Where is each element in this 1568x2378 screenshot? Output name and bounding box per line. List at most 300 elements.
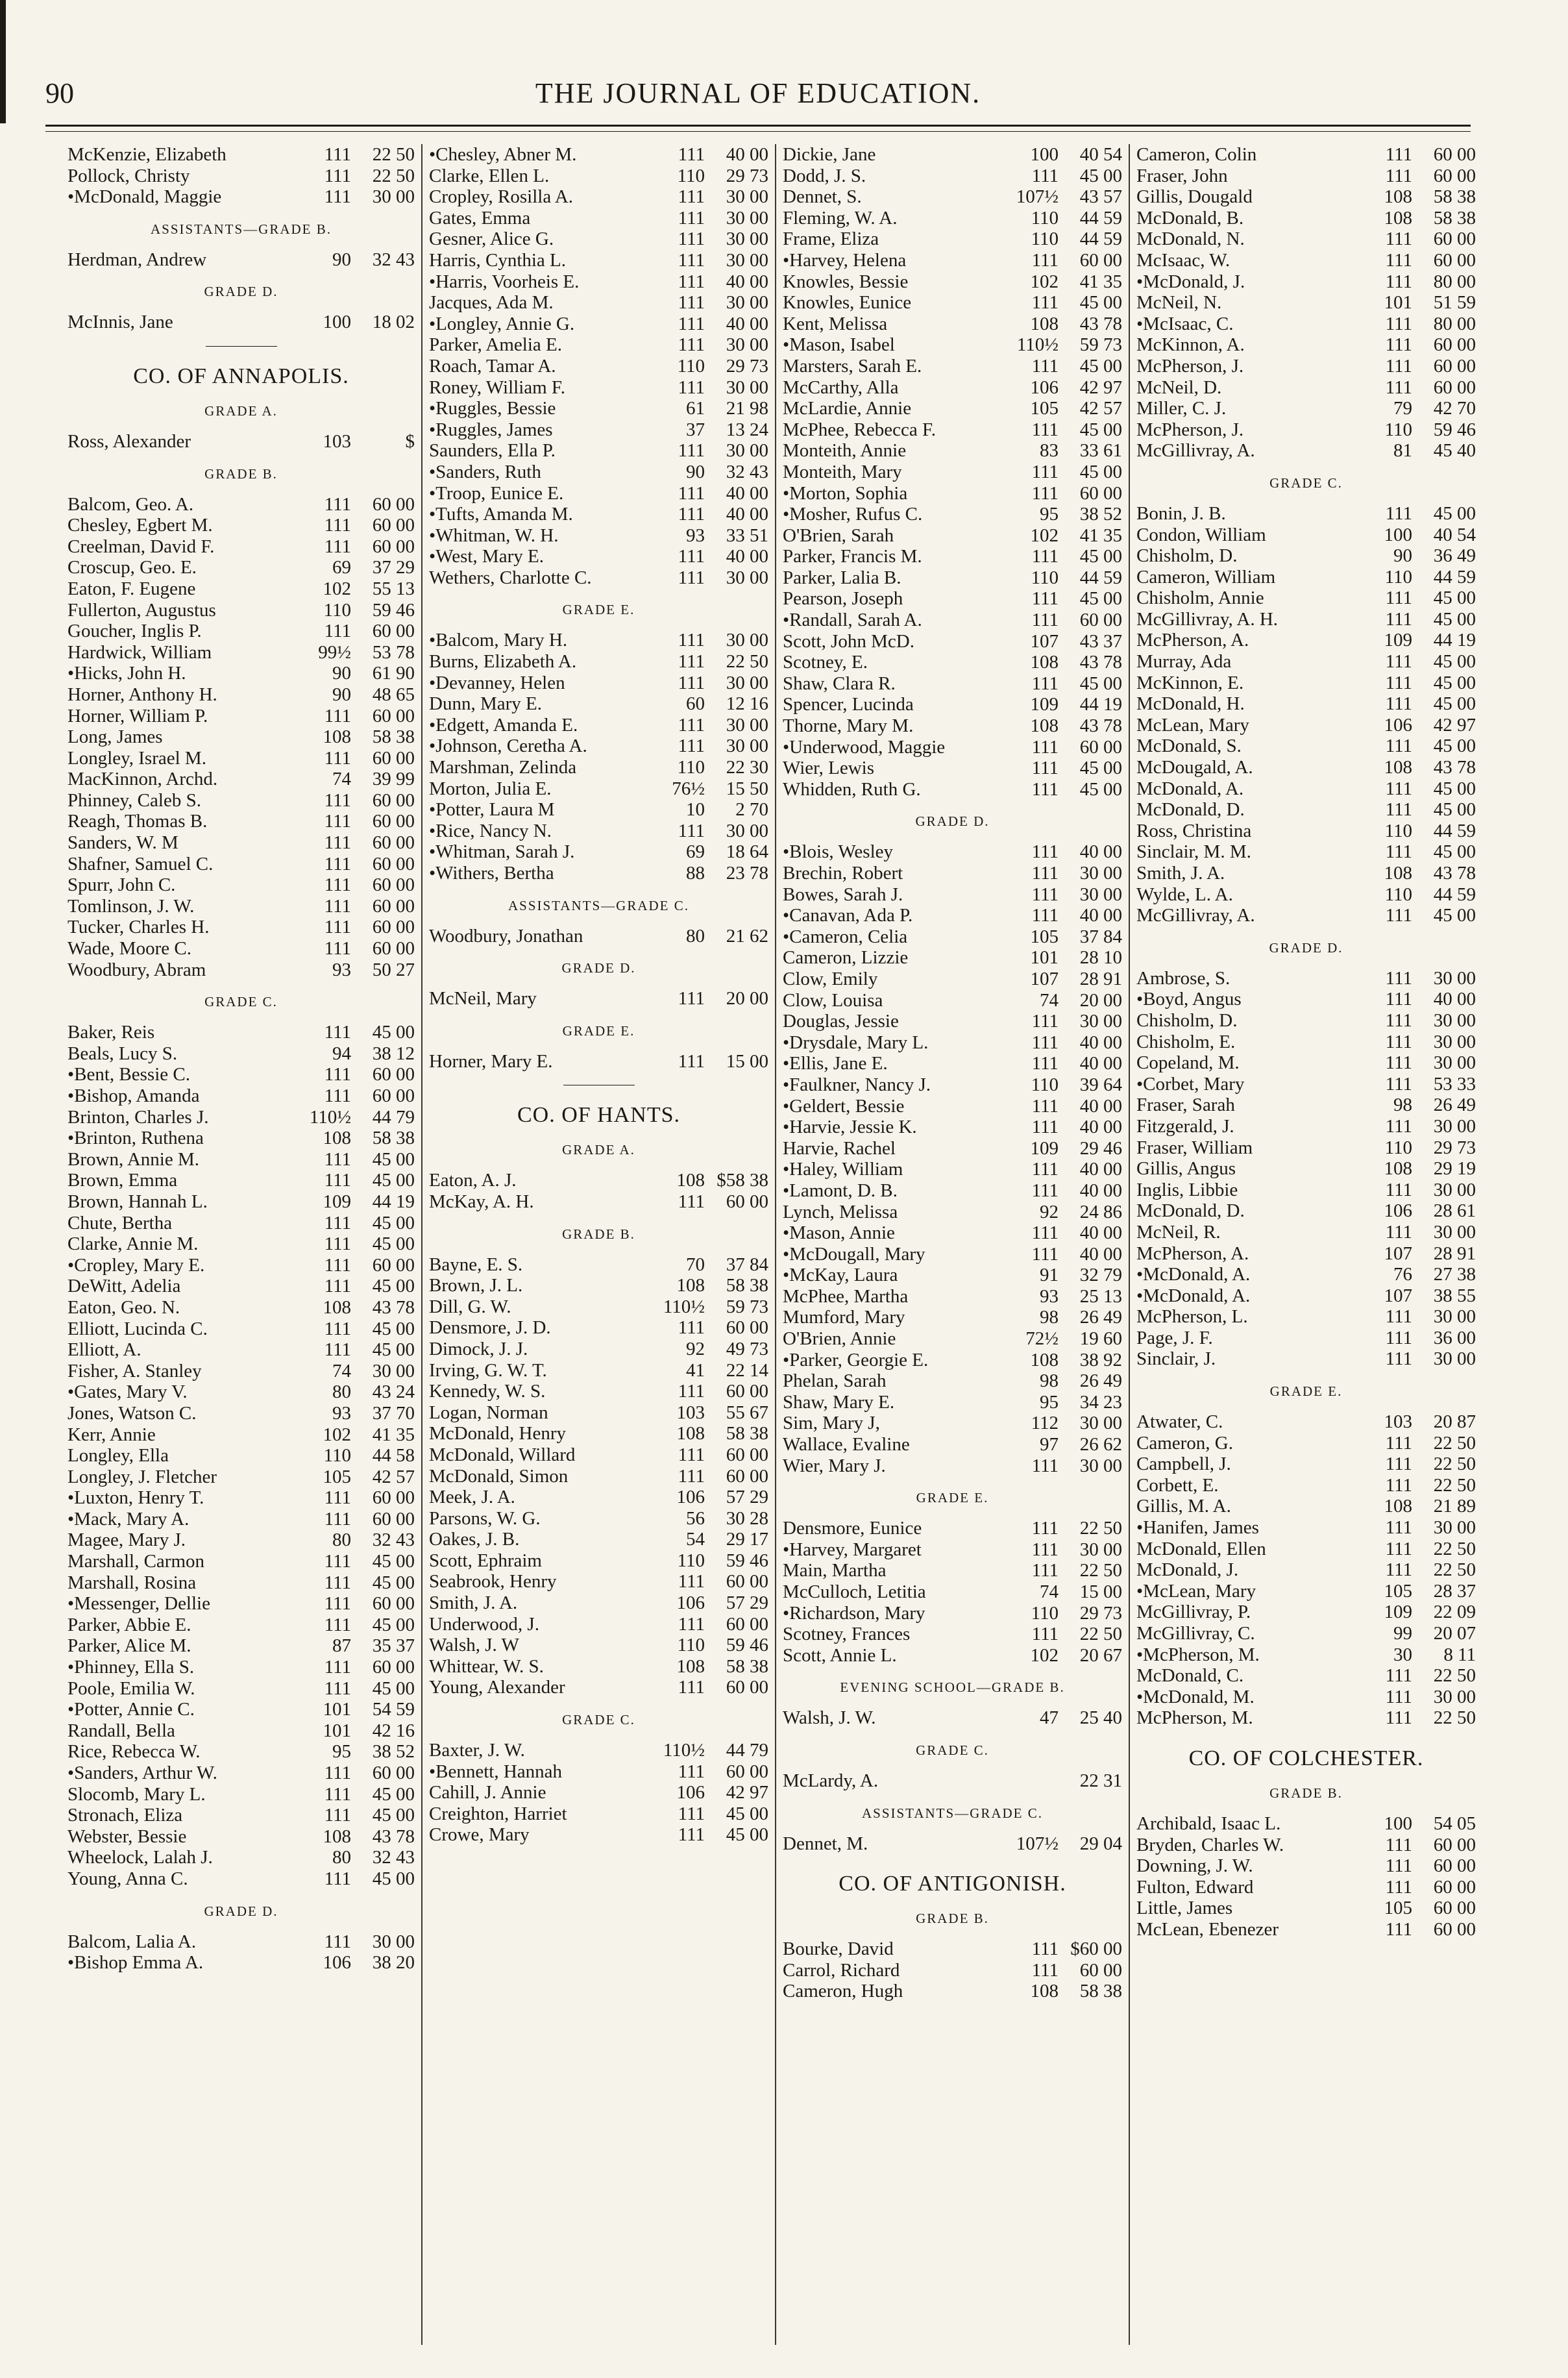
grant-amount: 45 00 xyxy=(372,1614,415,1635)
days-taught: 111 xyxy=(1385,1834,1412,1855)
teacher-name: Harvie, Rachel xyxy=(783,1137,896,1159)
days-taught: 110 xyxy=(1031,229,1059,250)
list-item xyxy=(429,208,768,229)
list-item xyxy=(429,546,768,567)
grant-amount: 60 00 xyxy=(372,811,415,832)
grant-amount: 30 00 xyxy=(726,714,768,736)
days-taught: 93 xyxy=(332,959,351,980)
list-item xyxy=(783,1138,1122,1159)
county-heading: CO. OF HANTS. xyxy=(517,1103,681,1128)
list-item xyxy=(783,1770,1122,1792)
days-taught: 111 xyxy=(678,651,705,673)
days-taught: 106 xyxy=(676,1592,705,1614)
days-taught: 111 xyxy=(678,504,705,525)
grant-amount: 26 49 xyxy=(1079,1307,1122,1328)
teacher-name: Clow, Louisa xyxy=(783,989,883,1011)
list-item xyxy=(67,578,415,600)
days-taught: 111 xyxy=(1031,863,1059,884)
grant-amount: 32 43 xyxy=(372,1530,415,1551)
days-taught: 101 xyxy=(323,1699,351,1720)
list-item xyxy=(783,419,1122,441)
grant-amount: 60 00 xyxy=(372,705,415,726)
list-item xyxy=(67,494,415,515)
teacher-name: Longley, J. Fletcher xyxy=(67,1466,217,1487)
days-taught: 111 xyxy=(1031,1938,1059,1960)
list-item xyxy=(1136,229,1476,250)
list-item xyxy=(429,863,768,884)
grant-amount: 60 00 xyxy=(1079,482,1122,504)
days-taught: 95 xyxy=(332,1741,351,1763)
days-taught: 92 xyxy=(1040,1201,1059,1222)
days-taught: 110 xyxy=(1384,419,1412,440)
grant-amount: 20 67 xyxy=(1079,1644,1122,1666)
days-taught: 108 xyxy=(1030,313,1059,334)
days-taught: 110 xyxy=(677,1635,705,1656)
days-taught: 107 xyxy=(1384,1243,1412,1264)
list-item xyxy=(1136,292,1476,314)
grant-amount: 59 46 xyxy=(726,1550,768,1571)
days-taught: 111 xyxy=(1031,249,1059,271)
list-item xyxy=(783,905,1122,926)
teacher-name: Wallace, Evaline xyxy=(783,1434,910,1455)
teacher-name: McGillivray, A. xyxy=(1136,440,1255,462)
days-taught: 110 xyxy=(1384,1137,1412,1158)
teacher-name: •Johnson, Ceretha A. xyxy=(429,736,587,757)
grant-amount: 45 00 xyxy=(372,1148,415,1170)
days-taught: 108 xyxy=(1384,1496,1412,1517)
list-item xyxy=(1136,250,1476,271)
teacher-name: Creighton, Harriet xyxy=(429,1803,567,1824)
days-taught: 111 xyxy=(678,482,705,504)
teacher-name: McLean, Mary xyxy=(1136,714,1249,736)
days-taught: 111 xyxy=(1385,1855,1412,1877)
grant-amount: 60 00 xyxy=(1433,334,1476,356)
days-taught: 111 xyxy=(324,853,351,874)
grant-amount: 58 38 xyxy=(1433,186,1476,208)
list-item xyxy=(1136,419,1476,441)
days-taught: 88 xyxy=(686,863,705,884)
list-item xyxy=(1136,1285,1476,1307)
teacher-name: Miller, C. J. xyxy=(1136,398,1227,419)
grant-amount: 28 91 xyxy=(1433,1243,1476,1264)
teacher-name: Fullerton, Augustus xyxy=(67,599,216,621)
teacher-name: Reagh, Thomas B. xyxy=(67,811,208,832)
teacher-name: •Haley, William xyxy=(783,1159,903,1180)
teacher-name: •Whitman, Sarah J. xyxy=(429,841,575,863)
grant-amount: 22 50 xyxy=(1079,1518,1122,1539)
grant-amount: 40 54 xyxy=(1433,524,1476,545)
grant-amount: 40 00 xyxy=(726,271,768,292)
grant-amount: 60 00 xyxy=(372,1085,415,1106)
teacher-name: Kerr, Annie xyxy=(67,1424,156,1445)
list-item xyxy=(783,1370,1122,1392)
days-taught: 107 xyxy=(1384,1285,1412,1306)
grade-heading: ASSISTANTS—GRADE C. xyxy=(508,897,690,913)
days-taught: 111 xyxy=(1031,165,1059,186)
teacher-name: Bryden, Charles W. xyxy=(1136,1834,1284,1855)
list-item xyxy=(783,1328,1122,1350)
grant-amount: 30 00 xyxy=(1433,1031,1476,1052)
grant-amount: 60 00 xyxy=(372,747,415,769)
days-taught: 111 xyxy=(1031,461,1059,482)
grant-amount: 59 46 xyxy=(726,1635,768,1656)
grant-amount: 28 37 xyxy=(1433,1580,1476,1602)
teacher-name: Wethers, Charlotte C. xyxy=(429,567,592,588)
grant-amount: 43 78 xyxy=(1079,652,1122,673)
teacher-name: •Brinton, Ruthena xyxy=(67,1128,204,1149)
teacher-name: Clarke, Annie M. xyxy=(67,1233,199,1255)
days-taught: 110 xyxy=(677,1550,705,1571)
list-item xyxy=(67,1319,415,1340)
grant-amount: 44 59 xyxy=(1079,229,1122,250)
days-taught: 111 xyxy=(678,988,705,1009)
list-item xyxy=(67,1107,415,1128)
teacher-name: Morton, Julia E. xyxy=(429,778,552,799)
list-item xyxy=(783,1938,1122,1960)
list-item xyxy=(67,663,415,684)
grant-amount: 38 92 xyxy=(1079,1349,1122,1370)
days-taught: 111 xyxy=(1385,1115,1412,1137)
days-taught: 111 xyxy=(678,440,705,462)
grant-amount: 60 00 xyxy=(372,621,415,642)
grant-amount: 42 97 xyxy=(1433,714,1476,736)
teacher-name: Chute, Bertha xyxy=(67,1212,173,1233)
teacher-name: Chesley, Egbert M. xyxy=(67,515,213,536)
days-taught: 111 xyxy=(1385,1306,1412,1328)
days-taught: 111 xyxy=(1031,673,1059,694)
list-item xyxy=(429,1423,768,1444)
grant-amount: 58 38 xyxy=(372,1128,415,1149)
list-item xyxy=(1136,1687,1476,1708)
teacher-name: Marshall, Rosina xyxy=(67,1572,197,1593)
teacher-name: Bowes, Sarah J. xyxy=(783,884,903,905)
days-taught: 109 xyxy=(1384,630,1412,651)
teacher-name: Wheelock, Lalah J. xyxy=(67,1847,213,1868)
grant-amount: 22 50 xyxy=(1433,1432,1476,1454)
column-1 xyxy=(67,144,421,2345)
days-taught: 111 xyxy=(324,811,351,832)
list-item xyxy=(429,1824,768,1846)
days-taught: 111 xyxy=(678,186,705,208)
days-taught: 111 xyxy=(678,1677,705,1698)
grant-amount: 22 50 xyxy=(1433,1474,1476,1496)
teacher-name: Murray, Ada xyxy=(1136,651,1232,673)
grant-amount: 35 37 xyxy=(372,1635,415,1657)
teacher-name: Kennedy, W. S. xyxy=(429,1381,546,1402)
list-item xyxy=(67,1445,415,1467)
grant-amount: 45 00 xyxy=(372,1212,415,1233)
days-taught: 110 xyxy=(1031,207,1059,229)
teacher-name: Brown, J. L. xyxy=(429,1275,523,1296)
days-taught: 105 xyxy=(323,1466,351,1487)
days-taught: 111 xyxy=(1385,313,1412,334)
grant-amount: 45 00 xyxy=(1079,165,1122,186)
list-item xyxy=(783,1265,1122,1286)
list-item xyxy=(783,779,1122,800)
days-taught: 109 xyxy=(1384,1602,1412,1623)
days-taught: 111 xyxy=(678,820,705,841)
grant-amount: 40 00 xyxy=(726,313,768,334)
days-taught: 111 xyxy=(678,630,705,651)
days-taught: 111 xyxy=(1031,1159,1059,1180)
page-number: 90 xyxy=(45,77,74,109)
teacher-name: Bourke, David xyxy=(783,1938,894,1960)
list-item xyxy=(1136,1813,1476,1835)
teacher-name: Dimock, J. J. xyxy=(429,1338,528,1359)
grant-amount: 32 43 xyxy=(726,461,768,482)
days-taught: 111 xyxy=(324,1931,351,1952)
grant-amount: 45 00 xyxy=(1433,502,1476,524)
list-item xyxy=(429,271,768,293)
page-header xyxy=(45,77,1471,122)
grant-amount: 45 00 xyxy=(372,1551,415,1572)
list-item xyxy=(783,292,1122,314)
grant-amount: 30 00 xyxy=(1433,1009,1476,1031)
days-taught: 111 xyxy=(1031,1117,1059,1138)
days-taught: 111 xyxy=(1031,1539,1059,1560)
days-taught: 111 xyxy=(324,1064,351,1085)
grant-amount: 80 00 xyxy=(1433,271,1476,292)
list-item xyxy=(1136,757,1476,778)
grant-amount: 30 00 xyxy=(1433,1306,1476,1328)
grant-amount: 45 00 xyxy=(1079,588,1122,610)
days-taught: 90 xyxy=(332,249,351,270)
grant-amount: 22 50 xyxy=(372,165,415,186)
days-taught: 103 xyxy=(676,1402,705,1423)
teacher-name: McLean, Ebenezer xyxy=(1136,1918,1279,1940)
list-item xyxy=(67,249,415,271)
teacher-name: Croscup, Geo. E. xyxy=(67,557,197,578)
list-item xyxy=(1136,1264,1476,1285)
list-item xyxy=(1136,525,1476,546)
list-item xyxy=(783,610,1122,631)
days-taught: 108 xyxy=(1030,1349,1059,1370)
days-taught: 69 xyxy=(686,841,705,863)
grant-amount: 60 00 xyxy=(372,853,415,874)
teacher-name: Underwood, J. xyxy=(429,1613,539,1635)
grant-amount: 80 00 xyxy=(1433,313,1476,334)
list-item xyxy=(783,166,1122,187)
teacher-name: Woodbury, Abram xyxy=(67,959,206,980)
days-taught: 98 xyxy=(1393,1095,1412,1116)
grant-amount: 29 73 xyxy=(1079,1602,1122,1624)
days-taught: 112 xyxy=(1031,1413,1059,1434)
grade-heading: ASSISTANTS—GRADE B. xyxy=(150,221,332,237)
grant-amount: 43 78 xyxy=(1079,715,1122,737)
list-item xyxy=(1136,377,1476,399)
days-taught: 110 xyxy=(677,757,705,778)
grant-amount: 25 13 xyxy=(1079,1285,1122,1307)
days-taught: 111 xyxy=(678,1803,705,1824)
teacher-name: Ross, Alexander xyxy=(67,430,191,452)
grant-amount: 45 00 xyxy=(372,1868,415,1889)
days-taught: 95 xyxy=(1040,504,1059,525)
teacher-name: McCarthy, Alla xyxy=(783,377,899,398)
grant-amount: 22 50 xyxy=(1433,1559,1476,1581)
days-taught: 111 xyxy=(1385,334,1412,356)
grant-amount: 45 00 xyxy=(1079,292,1122,314)
list-item xyxy=(1136,778,1476,800)
grant-amount: 27 38 xyxy=(1433,1264,1476,1285)
list-item xyxy=(429,1275,768,1296)
grant-amount: 15 00 xyxy=(726,1050,768,1072)
list-item xyxy=(429,799,768,821)
teacher-name: Walsh, J. W xyxy=(429,1635,519,1656)
grant-amount: 28 61 xyxy=(1433,1200,1476,1222)
teacher-name: •McDonald, M. xyxy=(1136,1686,1255,1707)
grant-amount: 20 00 xyxy=(726,988,768,1009)
days-taught: 110½ xyxy=(663,1740,705,1761)
list-item xyxy=(67,1847,415,1868)
grant-amount: 30 00 xyxy=(1433,1115,1476,1137)
teacher-name: Copeland, M. xyxy=(1136,1052,1240,1074)
teacher-name: Clow, Emily xyxy=(783,968,878,989)
grant-amount: 60 00 xyxy=(372,1657,415,1678)
teacher-name: Fulton, Edward xyxy=(1136,1876,1254,1898)
list-item xyxy=(67,917,415,938)
days-taught: 111 xyxy=(678,672,705,693)
list-item xyxy=(1136,1411,1476,1433)
list-item xyxy=(429,1761,768,1783)
teacher-name: •Underwood, Maggie xyxy=(783,736,946,758)
days-taught: 100 xyxy=(1384,1813,1412,1834)
grant-amount: 60 00 xyxy=(372,1254,415,1276)
grant-amount: 58 38 xyxy=(372,726,415,748)
teacher-name: •Tufts, Amanda M. xyxy=(429,504,573,525)
list-item xyxy=(67,431,415,452)
days-taught: 111 xyxy=(324,1593,351,1615)
grant-amount: 43 24 xyxy=(372,1381,415,1403)
days-taught: 111 xyxy=(1385,1454,1412,1475)
list-item xyxy=(1136,1454,1476,1475)
teacher-name: •Cropley, Mary E. xyxy=(67,1254,205,1276)
list-item xyxy=(1136,567,1476,588)
teacher-name: •Ellis, Jane E. xyxy=(783,1053,888,1074)
teacher-name: •Blois, Wesley xyxy=(783,841,894,863)
list-item xyxy=(1136,144,1476,166)
teacher-name: •McKay, Laura xyxy=(783,1265,898,1286)
days-taught: 106 xyxy=(676,1487,705,1508)
teacher-name: Longley, Israel M. xyxy=(67,747,206,769)
teacher-name: Douglas, Jessie xyxy=(783,1011,899,1032)
grant-amount: 32 43 xyxy=(372,1847,415,1868)
days-taught: 111 xyxy=(324,917,351,938)
grant-amount: 55 67 xyxy=(726,1402,768,1423)
grant-amount: 60 00 xyxy=(372,493,415,515)
grant-amount: 54 59 xyxy=(372,1699,415,1720)
grant-amount: 22 31 xyxy=(1079,1770,1122,1791)
days-taught: 111 xyxy=(1385,1221,1412,1243)
teacher-name: •Luxton, Henry T. xyxy=(67,1487,204,1509)
grant-amount: 60 00 xyxy=(1433,229,1476,250)
days-taught: 111 xyxy=(1385,989,1412,1010)
teacher-name: Carrol, Richard xyxy=(783,1959,900,1981)
grant-amount: 60 00 xyxy=(1433,1898,1476,1919)
teacher-name: Wade, Moore C. xyxy=(67,938,191,960)
grant-amount: 45 00 xyxy=(372,1318,415,1339)
list-item xyxy=(429,926,768,947)
days-taught: 102 xyxy=(1030,525,1059,546)
teacher-name: McPhee, Rebecca F. xyxy=(783,419,937,440)
list-item xyxy=(67,1572,415,1594)
list-item xyxy=(1136,208,1476,229)
list-item xyxy=(67,1213,415,1234)
list-item xyxy=(67,186,415,208)
list-item xyxy=(783,1981,1122,2002)
teacher-name: McGillivray, C. xyxy=(1136,1623,1255,1644)
list-item xyxy=(1136,630,1476,651)
page-edge-mark xyxy=(0,0,6,123)
days-taught: 110 xyxy=(1031,567,1059,588)
days-taught: 92 xyxy=(686,1338,705,1359)
days-taught: 47 xyxy=(1040,1707,1059,1729)
grant-amount: 28 91 xyxy=(1079,968,1122,989)
teacher-name: McDonald, D. xyxy=(1136,1200,1245,1222)
list-item xyxy=(783,525,1122,547)
teacher-name: Scott, Annie L. xyxy=(783,1644,897,1666)
teacher-name: McDonald, Simon xyxy=(429,1465,569,1487)
list-item xyxy=(1136,1517,1476,1539)
days-taught: 79 xyxy=(1393,398,1412,419)
list-item xyxy=(67,1170,415,1191)
teacher-name: Burns, Elizabeth A. xyxy=(429,651,577,673)
days-taught: 102 xyxy=(1030,271,1059,292)
teacher-name: Rice, Rebecca W. xyxy=(67,1741,201,1763)
grant-amount: 43 78 xyxy=(1433,863,1476,884)
days-taught: 111 xyxy=(1385,1918,1412,1940)
grant-amount: 29 46 xyxy=(1079,1137,1122,1159)
teacher-name: Baxter, J. W. xyxy=(429,1740,525,1761)
grant-amount: 29 19 xyxy=(1433,1158,1476,1180)
teacher-name: Webster, Bessie xyxy=(67,1826,187,1847)
list-item xyxy=(783,926,1122,948)
days-taught: 111 xyxy=(1385,1009,1412,1031)
teacher-name: •Canavan, Ada P. xyxy=(783,905,913,926)
days-taught: 111 xyxy=(1031,1624,1059,1645)
days-taught: 102 xyxy=(323,1424,351,1445)
grant-amount: 22 50 xyxy=(1433,1707,1476,1729)
teacher-name: Wier, Lewis xyxy=(783,758,875,779)
days-taught: 111 xyxy=(324,895,351,917)
teacher-name: Chisholm, Annie xyxy=(1136,588,1264,609)
teacher-name: •McIsaac, C. xyxy=(1136,313,1234,334)
days-taught: 111 xyxy=(1385,799,1412,821)
days-taught: 110 xyxy=(1031,1602,1059,1624)
teacher-name: •Bennett, Hannah xyxy=(429,1761,563,1782)
teacher-name: Spurr, John C. xyxy=(67,874,176,896)
grant-amount: 42 16 xyxy=(372,1720,415,1741)
days-taught: 111 xyxy=(678,714,705,736)
teacher-name: Shaw, Mary E. xyxy=(783,1391,895,1413)
days-taught: 101 xyxy=(1384,292,1412,314)
list-item xyxy=(783,1350,1122,1371)
teacher-name: Parker, Alice M. xyxy=(67,1635,191,1657)
grant-amount: 38 20 xyxy=(372,1952,415,1974)
grant-amount: 22 50 xyxy=(1079,1560,1122,1581)
list-item xyxy=(67,312,415,333)
teacher-name: McCulloch, Letitia xyxy=(783,1581,926,1602)
grant-amount: 40 00 xyxy=(1079,1159,1122,1180)
teacher-name: Irving, G. W. T. xyxy=(429,1359,547,1381)
grant-amount: 40 00 xyxy=(1079,1053,1122,1074)
grant-amount: 45 00 xyxy=(1079,355,1122,377)
grant-amount: 8 11 xyxy=(1443,1644,1476,1665)
teacher-name: Magee, Mary J. xyxy=(67,1530,186,1551)
list-item xyxy=(1136,1222,1476,1243)
grant-amount: 30 00 xyxy=(1433,1221,1476,1243)
grant-amount: 43 37 xyxy=(1079,630,1122,652)
list-item xyxy=(67,1763,415,1784)
